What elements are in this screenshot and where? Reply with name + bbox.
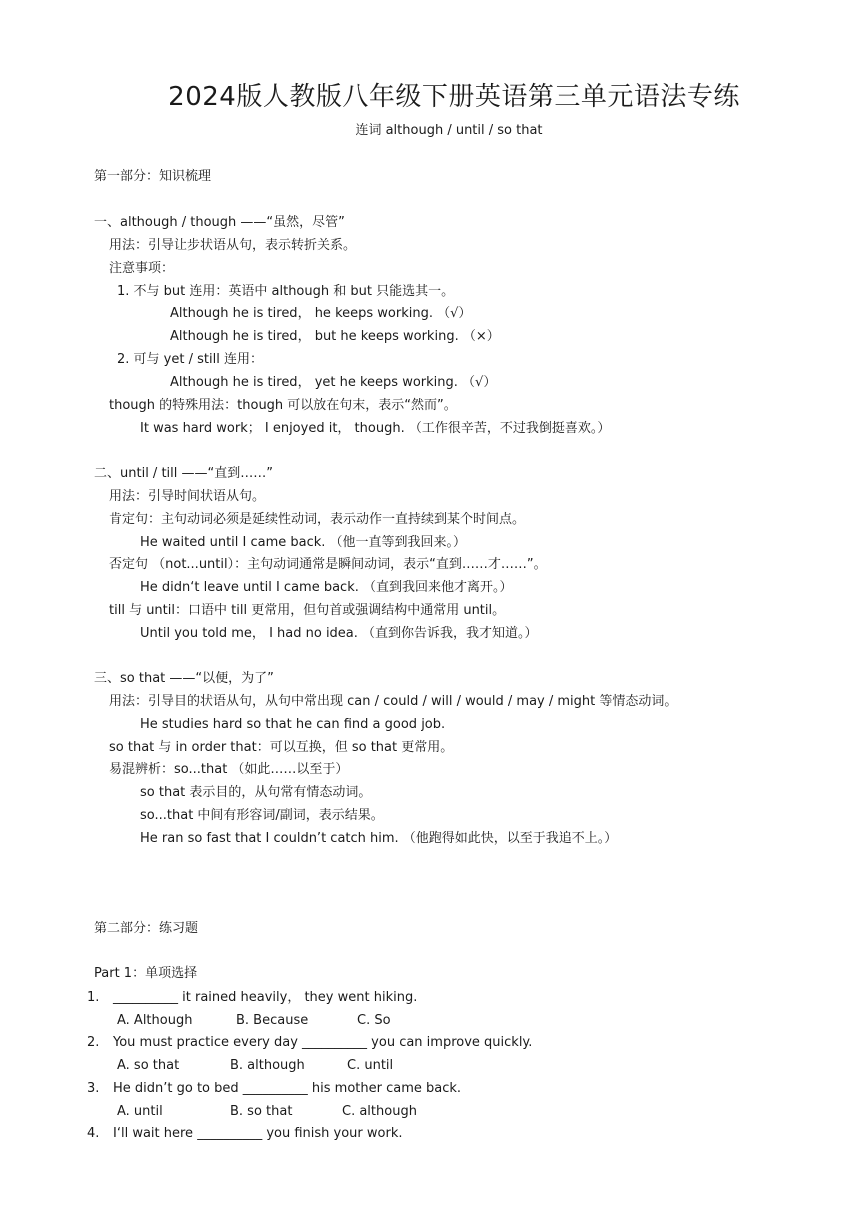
question-3-option-b: B. so that — [230, 1104, 293, 1119]
section2-usage: 用法：引导时间状语从句。 — [109, 489, 266, 504]
section1-example-2: Although he is tired， but he keeps working. （×） — [170, 329, 500, 344]
question-1-option-a: A. Although — [117, 1013, 193, 1028]
question-3-stem: He didn’t go to bed __________ his mother came back. — [113, 1081, 462, 1096]
question-3-number: 3. — [87, 1081, 100, 1096]
question-3-option-a: A. until — [117, 1104, 163, 1119]
section2-example-2: He didn‘t leave until I came back. （直到我回来他才离开。） — [140, 580, 513, 595]
section1-example-3: Although he is tired， yet he keeps working. （√） — [170, 375, 497, 390]
question-1-option-b: B. Because — [236, 1013, 309, 1028]
section2-positive: 肯定句：主句动词必须是延续性动词，表示动作一直持续到某个时间点。 — [109, 512, 526, 527]
section1-special: though 的特殊用法：though 可以放在句末，表示“然而”。 — [109, 398, 457, 413]
question-4-stem: I‘ll wait here __________ you finish your work. — [113, 1126, 403, 1141]
question-2-number: 2. — [87, 1035, 100, 1050]
section3-confuse: 易混辨析：so...that （如此……以至于） — [109, 762, 349, 777]
section2-example-1: He waited until I came back. （他一直等到我回来。） — [140, 535, 467, 550]
section2-negative: 否定句 （not...until）：主句动词通常是瞬间动词，表示“直到……才……”。 — [109, 557, 547, 572]
document-subtitle: 连词 although / until / so that — [355, 123, 543, 138]
section3-contrast-1: so that 表示目的，从句常有情态动词。 — [140, 785, 372, 800]
section3-usage: 用法：引导目的状语从句，从句中常出现 can / could / will / would / may / might 等情态动词。 — [109, 694, 678, 709]
question-2-option-a: A. so that — [117, 1058, 180, 1073]
question-1-stem: __________ it rained heavily， they went hiking. — [113, 990, 418, 1005]
section2-till: till 与 until：口语中 till 更常用，但句首或强调结构中通常用 until。 — [109, 603, 506, 618]
section3-heading: 三、so that ——“以便，为了” — [94, 671, 274, 686]
part1-heading: 第一部分：知识梳理 — [94, 169, 212, 184]
question-3-option-c: C. although — [342, 1104, 417, 1119]
section1-notes-label: 注意事项： — [109, 261, 175, 276]
section3-compare: so that 与 in order that：可以互换，但 so that 更常用。 — [109, 740, 454, 755]
section1-example-1: Although he is tired， he keeps working. （√） — [170, 306, 472, 321]
section3-contrast-2: so...that 中间有形容词/副词，表示结果。 — [140, 808, 384, 823]
section1-note-2: 2. 可与 yet / still 连用： — [117, 352, 263, 367]
question-2-option-c: C. until — [347, 1058, 394, 1073]
section2-heading: 二、until / till ——“直到……” — [94, 466, 273, 481]
section1-note-1: 1. 不与 but 连用：英语中 although 和 but 只能选其一。 — [117, 284, 455, 299]
question-1-number: 1. — [87, 990, 100, 1005]
document-title: 2024版人教版八年级下册英语第三单元语法专练 — [168, 82, 740, 112]
question-4-number: 4. — [87, 1126, 100, 1141]
section2-example-3: Until you told me， I had no idea. （直到你告诉我，我才知道。） — [140, 626, 538, 641]
section1-heading: 一、although / though ——“虽然，尽管” — [94, 215, 345, 230]
question-2-stem: You must practice every day __________ you can improve quickly. — [113, 1035, 533, 1050]
section1-usage: 用法：引导让步状语从句，表示转折关系。 — [109, 238, 357, 253]
part2-heading: 第二部分：练习题 — [94, 921, 199, 936]
part2-subheading: Part 1：单项选择 — [94, 966, 198, 981]
section3-example-2: He ran so fast that I couldn’t catch him. （他跑得如此快，以至于我追不上。） — [140, 831, 618, 846]
section3-example-1: He studies hard so that he can find a good job. — [140, 717, 446, 732]
section1-example-4: It was hard work； I enjoyed it， though. （工作很辛苦，不过我倒挺喜欢。） — [140, 421, 611, 436]
question-2-option-b: B. although — [230, 1058, 305, 1073]
question-1-option-c: C. So — [357, 1013, 391, 1028]
